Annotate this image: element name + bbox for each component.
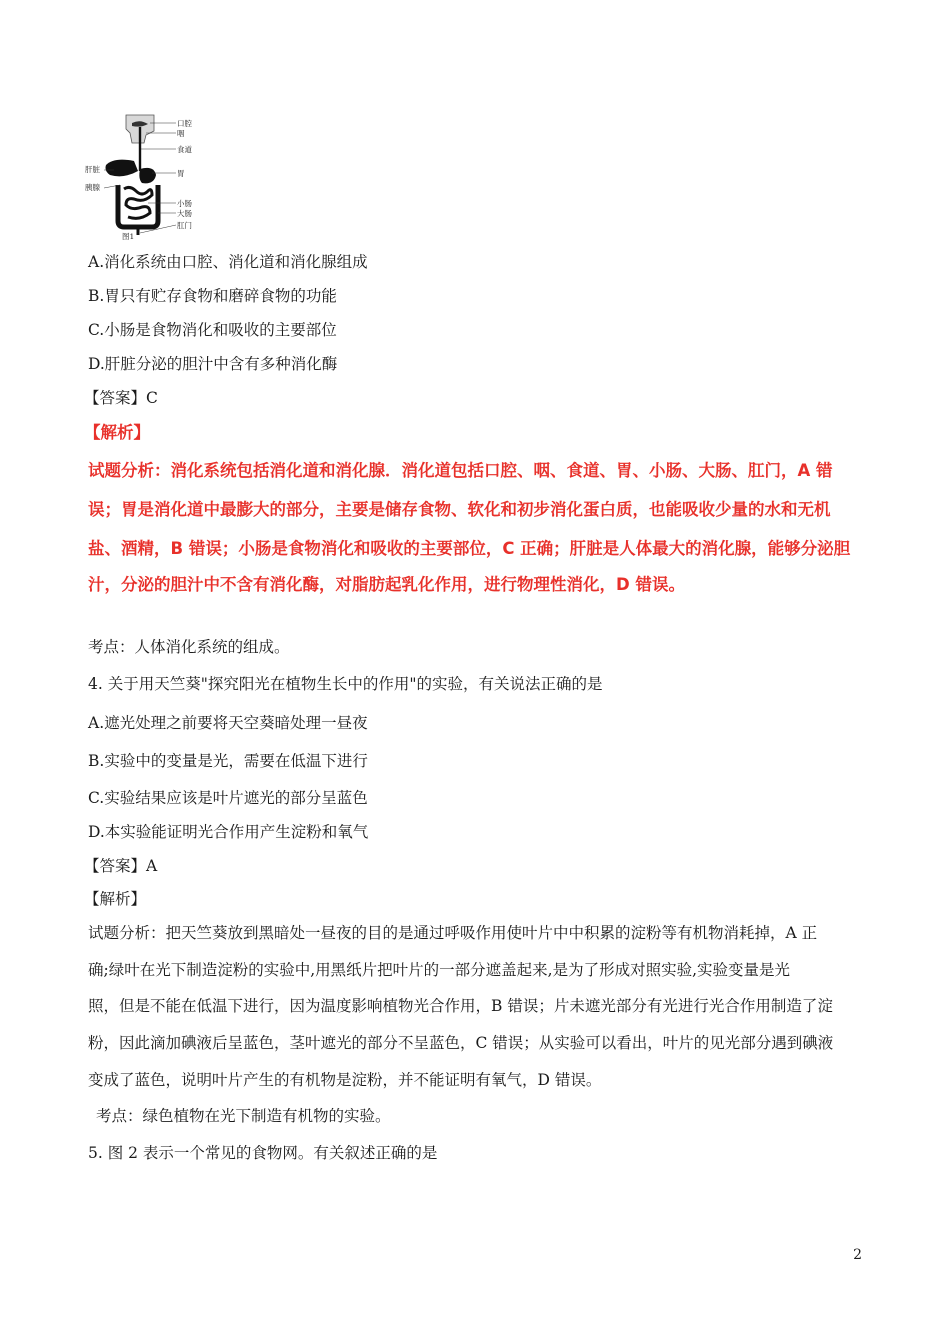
q4-option-c: C.实验结果应该是叶片遮光的部分呈蓝色 <box>88 789 368 807</box>
label-mouth: 口腔 <box>177 119 192 128</box>
q3-analysis-line-3: 盐、酒精，B 错误；小肠是食物消化和吸收的主要部位，C 正确；肝脏是人体最大的消化腺，能够分泌胆 <box>88 539 851 558</box>
q3-option-d: D.肝脏分泌的胆汁中含有多种消化酶 <box>88 355 338 373</box>
label-pharynx: 咽 <box>177 129 185 138</box>
label-pancreas: 胰腺 <box>85 183 100 192</box>
label-liver: 肝脏 <box>85 165 100 174</box>
q3-analysis-line-4: 汁，分泌的胆汁中不含有消化酶，对脂肪起乳化作用，进行物理性消化，D 错误。 <box>88 575 685 594</box>
label-stomach: 胃 <box>177 169 185 178</box>
q4-analysis-line-1: 试题分析：把天竺葵放到黑暗处一昼夜的目的是通过呼吸作用使叶片中中积累的淀粉等有机物消耗掉，A 正 <box>88 924 818 942</box>
digestive-system-figure <box>84 113 204 241</box>
q4-option-b: B.实验中的变量是光，需要在低温下进行 <box>88 752 368 770</box>
figure-caption: 图1 <box>122 232 135 241</box>
q4-answer: 【答案】A <box>84 857 158 875</box>
q3-option-b: B.胃只有贮存食物和磨碎食物的功能 <box>88 287 337 305</box>
q3-analysis-line-1: 试题分析：消化系统包括消化道和消化腺．消化道包括口腔、咽、食道、胃、小肠、大肠、肛门，A 错 <box>88 461 833 480</box>
q4-analysis-title: 【解析】 <box>84 890 147 908</box>
q4-analysis-line-2: 确;绿叶在光下制造淀粉的实验中,用黑纸片把叶片的一部分遮盖起来,是为了形成对照实验,实验变量是光 <box>88 961 791 979</box>
label-esophagus: 食道 <box>177 145 192 154</box>
q4-option-a: A.遮光处理之前要将天空葵暗处理一昼夜 <box>88 714 368 732</box>
digestive-system-diagram <box>84 113 204 241</box>
stomach-shape <box>139 168 156 183</box>
label-small-intestine: 小肠 <box>177 199 192 208</box>
q4-option-d: D.本实验能证明光合作用产生淀粉和氧气 <box>88 823 369 841</box>
q3-analysis-line-2: 误；胃是消化道中最膨大的部分，主要是储存食物、软化和初步消化蛋白质，也能吸收少量的水和无机 <box>88 500 831 519</box>
q4-analysis-line-4: 粉，因此滴加碘液后呈蓝色，茎叶遮光的部分不呈蓝色，C 错误；从实验可以看出，叶片的见光部分遇到碘液 <box>88 1034 834 1052</box>
q4-analysis-line-5: 变成了蓝色，说明叶片产生的有机物是淀粉，并不能证明有氧气，D 错误。 <box>88 1071 602 1089</box>
liver-shape <box>106 160 139 177</box>
q3-kaodian: 考点：人体消化系统的组成。 <box>88 638 290 656</box>
page-number: 2 <box>853 1247 862 1263</box>
q5-question: 5. 图 2 表示一个常见的食物网。有关叙述正确的是 <box>88 1144 438 1162</box>
label-anus: 肛门 <box>177 221 192 230</box>
q3-analysis-title: 【解析】 <box>84 423 150 442</box>
label-large-intestine: 大肠 <box>177 209 192 218</box>
q3-option-c: C.小肠是食物消化和吸收的主要部位 <box>88 321 337 339</box>
q4-kaodian: 考点：绿色植物在光下制造有机物的实验。 <box>96 1107 391 1125</box>
q3-option-a: A.消化系统由口腔、消化道和消化腺组成 <box>88 253 368 271</box>
q3-answer: 【答案】C <box>84 389 158 407</box>
small-intestine-shape <box>124 187 152 218</box>
q4-analysis-line-3: 照，但是不能在低温下进行，因为温度影响植物光合作用，B 错误；片未遮光部分有光进行光合作用制造了淀 <box>88 997 833 1015</box>
q4-question: 4. 关于用天竺葵"探究阳光在植物生长中的作用"的实验，有关说法正确的是 <box>88 675 603 693</box>
